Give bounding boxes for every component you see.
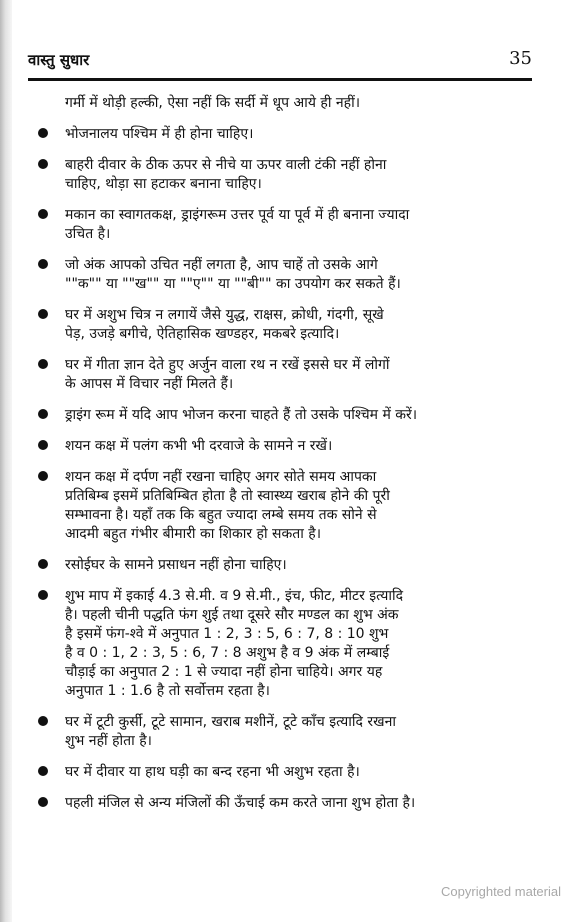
continuation-text: गर्मी में थोड़ी हल्की, ऐसा नहीं कि सर्दी में धूप आये ही नहीं। [65, 95, 361, 111]
list-item [38, 406, 498, 425]
list-item-line: पेड़, उजड़े बगीचे, ऐतिहासिक खण्डहर, मकबरे इत्यादि। [65, 326, 340, 342]
bullet-icon [38, 128, 48, 138]
list-item-line: ""क"" या ""ख"" या ""ए"" या ""बी"" का उपयोग कर सकते हैं। [65, 276, 401, 292]
bullet-icon [38, 359, 48, 369]
list-item-line: पहली मंजिल से अन्य मंजिलों की ऊँचाई कम करते जाना शुभ होता है। [65, 795, 416, 811]
copyright-watermark: Copyrighted material [441, 884, 561, 899]
bullet-icon [38, 559, 48, 569]
list-item-line: बाहरी दीवार के ठीक ऊपर से नीचे या ऊपर वाली टंकी नहीं होना [65, 157, 387, 173]
list-item [38, 468, 498, 544]
header-rule [28, 78, 532, 81]
book-spine-shadow [0, 0, 12, 922]
list-item-line: उचित है। [65, 226, 111, 242]
bullet-icon [38, 471, 48, 481]
bullet-icon [38, 309, 48, 319]
list-item [38, 437, 498, 456]
list-item-line: जो अंक आपको उचित नहीं लगता है, आप चाहें तो उसके आगे [65, 257, 378, 273]
list-item-line: भोजनालय पश्चिम में ही होना चाहिए। [65, 126, 254, 142]
list-item [38, 125, 498, 144]
bullet-icon [38, 409, 48, 419]
list-item-line: अनुपात 1 : 1.6 है तो सर्वोत्तम रहता है। [65, 683, 270, 699]
list-item-line: मकान का स्वागतकक्ष, ड्राइंगरूम उत्तर पूर्व या पूर्व में ही बनाना ज्यादा [65, 207, 410, 223]
bullet-icon [38, 440, 48, 450]
list-item [38, 794, 498, 813]
list-item-line: चौड़ाई का अनुपात 2 : 1 से ज्यादा नहीं होना चाहिये। अगर यह [65, 664, 383, 680]
list-item-line: घर में गीता ज्ञान देते हुए अर्जुन वाला रथ न रखें इससे घर में लोगों [65, 357, 390, 373]
list-item-line: आदमी बहुत गंभीर बीमारी का शिकार हो सकता है। [65, 526, 322, 542]
bullet-icon [38, 590, 48, 600]
bullet-list [38, 125, 498, 813]
bullet-icon [38, 797, 48, 807]
list-item-line: घर में दीवार या हाथ घड़ी का बन्द रहना भी अशुभ रहता है। [65, 764, 360, 780]
list-item-line: शयन कक्ष में दर्पण नहीं रखना चाहिए अगर सोते समय आपका [65, 469, 377, 485]
list-item [38, 556, 498, 575]
list-item-line: घर में टूटी कुर्सी, टूटे सामान, खराब मशीनें, टूटे काँच इत्यादि रखना [65, 714, 397, 730]
list-item [38, 356, 498, 394]
list-item-line: प्रतिबिम्ब इसमें प्रतिबिम्बित होता है तो स्वास्थ्य खराब होने की पूरी [65, 488, 390, 504]
list-item [38, 587, 498, 701]
bullet-icon [38, 159, 48, 169]
list-item-line: ड्राइंग रूम में यदि आप भोजन करना चाहते हैं तो उसके पश्चिम में करें। [65, 407, 418, 423]
list-item-line: शुभ माप में इकाई 4.3 से.मी. व 9 से.मी., इंच, फीट, मीटर इत्यादि [65, 588, 404, 604]
list-item [38, 306, 498, 344]
bullet-icon [38, 716, 48, 726]
list-item [38, 206, 498, 244]
list-item-line: घर में अशुभ चित्र न लगायें जैसे युद्ध, राक्षस, क्रोधी, गंदगी, सूखे [65, 307, 384, 323]
list-item [38, 156, 498, 194]
list-item-line: रसोईघर के सामने प्रसाधन नहीं होना चाहिए। [65, 557, 287, 573]
list-item-line: चाहिए, थोड़ा सा हटाकर बनाना चाहिए। [65, 176, 262, 192]
list-item [38, 256, 498, 294]
bullet-icon [38, 209, 48, 219]
page-body [38, 94, 498, 825]
list-item-line: के आपस में विचार नहीं मिलते हैं। [65, 376, 234, 392]
page-number: 35 [509, 48, 532, 69]
list-item-line: है व 0 : 1, 2 : 3, 5 : 6, 7 : 8 अशुभ है व 9 अंक में लम्बाई [65, 645, 390, 661]
list-item-line: सम्भावना है। यहाँ तक कि बहुत ज्यादा लम्बे समय तक सोने से [65, 507, 377, 523]
list-item [38, 713, 498, 751]
list-item-line: शयन कक्ष में पलंग कभी भी दरवाजे के सामने न रखें। [65, 438, 333, 454]
bullet-icon [38, 259, 48, 269]
list-item-line: शुभ नहीं होता है। [65, 733, 152, 749]
list-item [38, 763, 498, 782]
list-item-line: है। पहली चीनी पद्धति फंग शुई तथा दूसरे सौर मण्डल का शुभ अंक [65, 607, 399, 623]
running-title: वास्तु सुधार [28, 51, 90, 69]
page-header [28, 48, 532, 74]
list-item-line: है इसमें फंग-श्वे में अनुपात 1 : 2, 3 : 5, 6 : 7, 8 : 10 शुभ [65, 626, 389, 642]
bullet-icon [38, 766, 48, 776]
